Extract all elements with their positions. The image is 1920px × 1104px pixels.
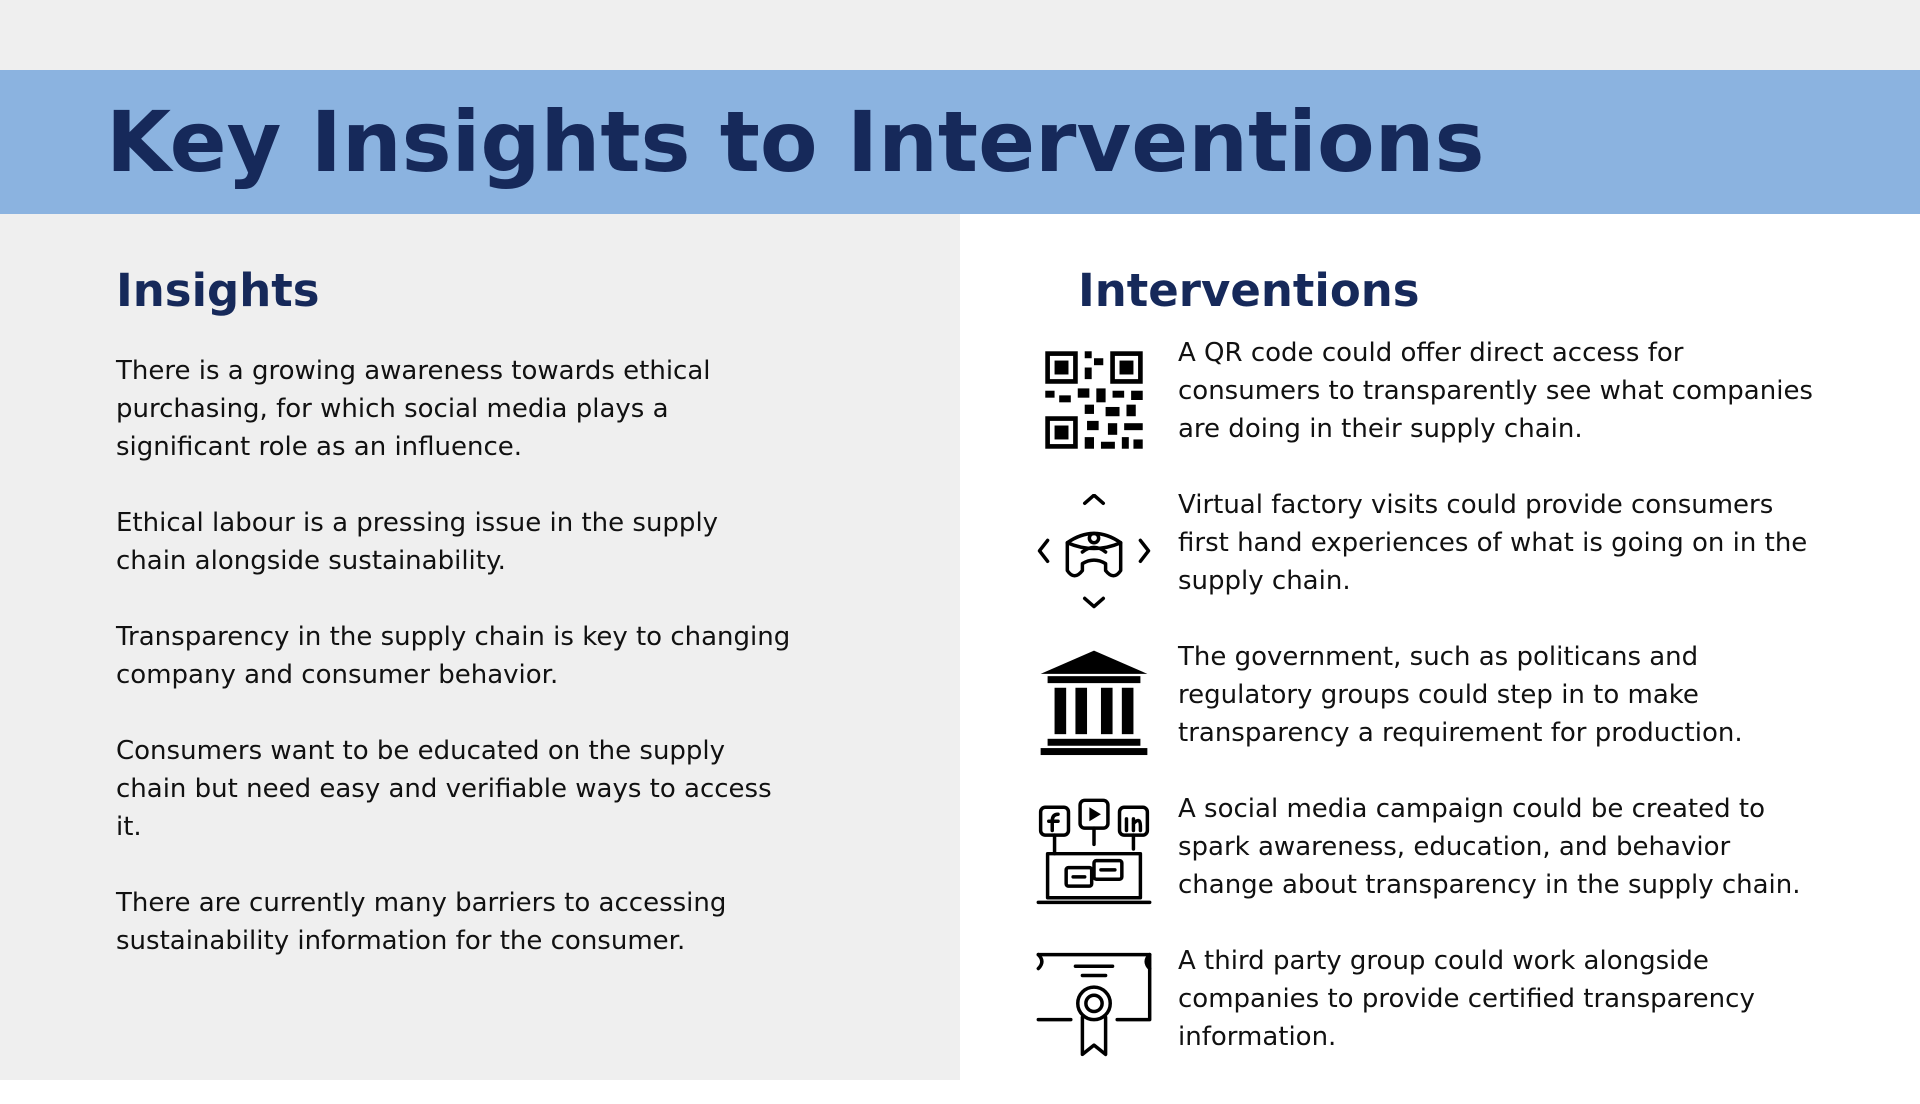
insight-item: Ethical labour is a pressing issue in the supply chain alongside sustainability. [116, 508, 719, 576]
intervention-text: A social media campaign could be created to spark awareness, education, and behavior change about transparency in the supply chain. [1178, 794, 1801, 900]
interventions-heading: Interventions [1078, 264, 1420, 317]
insights-panel [0, 214, 960, 1080]
intervention-item [960, 946, 1920, 1104]
social-media-laptop-icon [1036, 798, 1152, 914]
certificate-icon [1036, 950, 1152, 1066]
insight-item: Transparency in the supply chain is key to changing company and consumer behavior. [116, 622, 791, 690]
intervention-text: Virtual factory visits could provide consumers first hand experiences of what is going on in the supply chain. [1178, 490, 1808, 596]
vr-headset-icon [1036, 494, 1152, 610]
top-strip [0, 0, 1920, 70]
insight-item: There are currently many barriers to accessing sustainability information for the consumer. [116, 888, 727, 956]
government-building-icon [1036, 646, 1152, 762]
intervention-text: The government, such as politicans and regulatory groups could step in to make transparency a requirement for production. [1178, 642, 1743, 748]
title-band [0, 70, 1920, 214]
insight-item: There is a growing awareness towards ethical purchasing, for which social media plays a significant role as an influence. [116, 356, 711, 462]
interventions-panel [960, 214, 1920, 1080]
intervention-item [960, 642, 1920, 800]
intervention-item [960, 794, 1920, 952]
insight-item: Consumers want to be educated on the supply chain but need easy and verifiable ways to access it. [116, 736, 772, 842]
intervention-item [960, 338, 1920, 496]
qr-code-icon [1036, 342, 1152, 458]
insights-heading: Insights [116, 264, 320, 317]
interventions-list [960, 338, 1920, 1104]
intervention-text: A third party group could work alongside companies to provide certified transparency information. [1178, 946, 1755, 1052]
page-title: Key Insights to Interventions [106, 93, 1485, 191]
intervention-text: A QR code could offer direct access for consumers to transparently see what companies are doing in their supply chain. [1178, 338, 1813, 444]
intervention-item [960, 490, 1920, 648]
insights-list [116, 352, 796, 998]
